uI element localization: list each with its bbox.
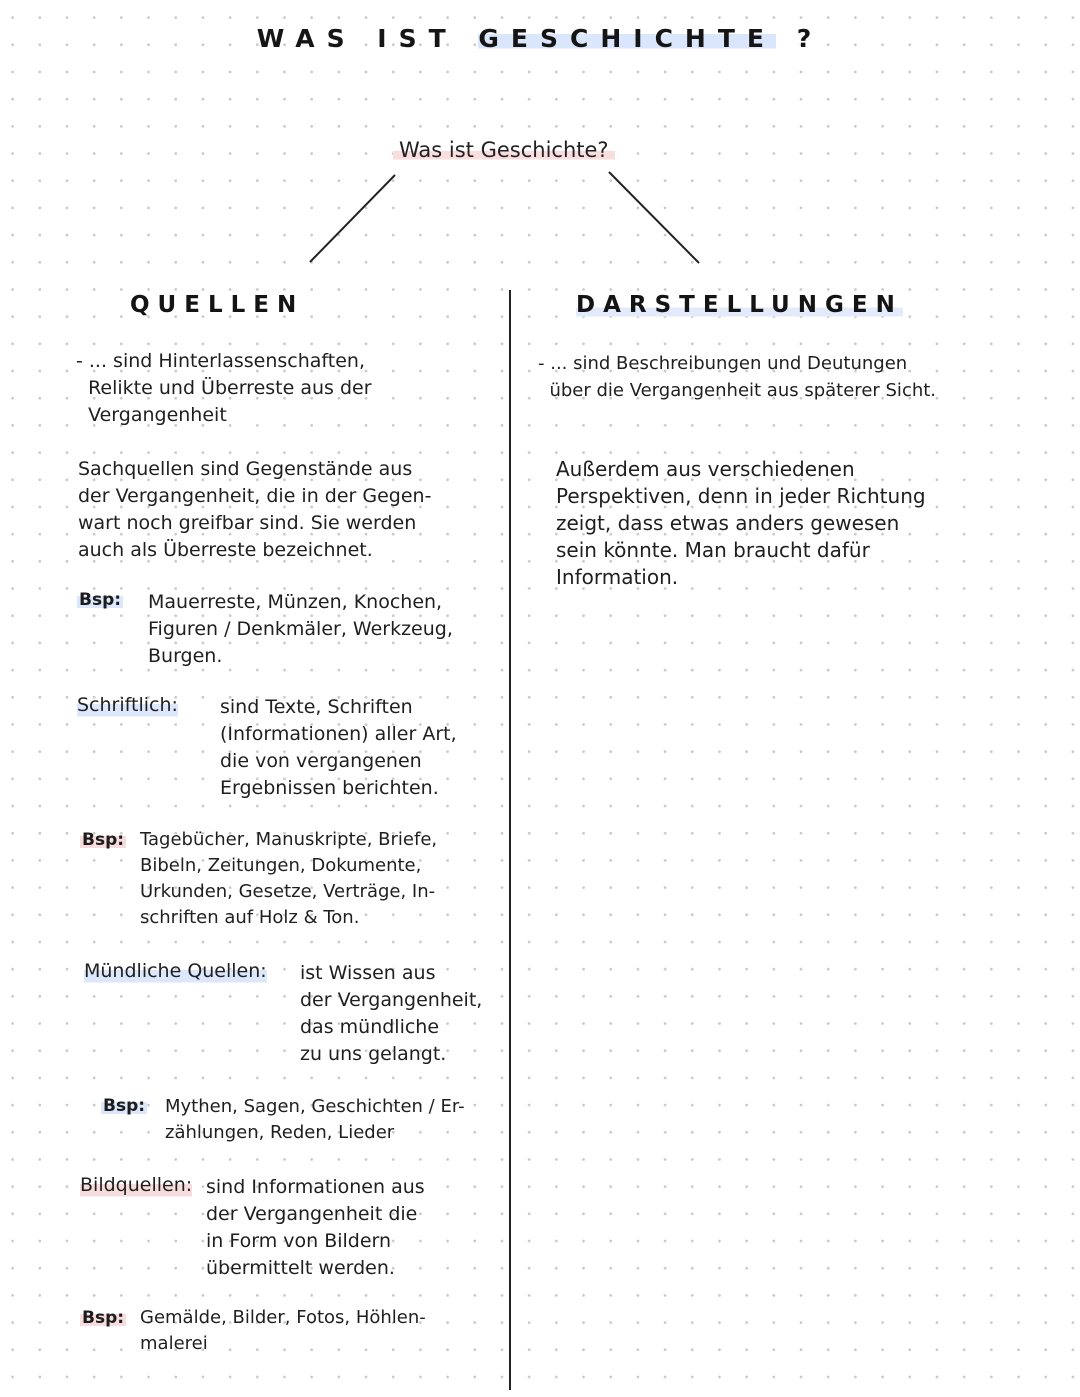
muendlich-text: ist Wissen aus der Vergangenheit, das mündliche zu uns gelangt. <box>300 962 483 1065</box>
branch-line-right <box>609 172 699 263</box>
darstellungen-intro: - ... sind Beschreibungen und Deutungen über die Vergangenheit aus späterer Sicht. <box>538 353 937 401</box>
column-divider <box>509 290 511 1390</box>
muendlich-label: Mündliche Quellen: <box>84 958 267 985</box>
title-part-1: WAS IST <box>256 24 458 53</box>
quellen-heading: QUELLEN <box>130 292 305 318</box>
muendlich-example-label: Bsp: <box>103 1096 146 1116</box>
schriftlich-text: sind Texte, Schriften (Informationen) aller Art, die von vergangenen Ergebnissen berichten. <box>220 696 457 799</box>
muendlich-examples: Mythen, Sagen, Geschichten / Er- zählungen, Reden, Lieder <box>165 1096 465 1143</box>
branch-lines <box>0 0 1080 300</box>
title-part-3: ? <box>796 24 824 53</box>
central-question: Was ist Geschichte? <box>393 138 615 162</box>
schriftlich-example-label: Bsp: <box>82 830 125 850</box>
bildquellen-examples: Gemälde, Bilder, Fotos, Höhlen- malerei <box>140 1307 426 1354</box>
bildquellen-example-label: Bsp: <box>82 1308 125 1328</box>
branch-line-left <box>310 175 395 262</box>
schriftlich-label: Schriftlich: <box>77 692 178 719</box>
darstellungen-heading: DARSTELLUNGEN <box>576 292 903 318</box>
title-part-2: GESCHICHTE <box>478 24 776 53</box>
sachquellen-examples: Mauerreste, Münzen, Knochen, Figuren / Denkmäler, Werkzeug, Burgen. <box>148 591 453 667</box>
sachquellen-text: Sachquellen sind Gegenstände aus der Vergangenheit, die in der Gegen- wart noch greifbar sind. Sie werden auch als Überreste bezeichnet. <box>78 458 432 561</box>
bildquellen-label: Bildquellen: <box>80 1172 192 1199</box>
darstellungen-text: Außerdem aus verschiedenen Perspektiven, denn in jeder Richtung zeigt, dass etwas anders gewesen sein könnte. Man braucht dafür Information. <box>556 457 926 589</box>
bildquellen-text: sind Informationen aus der Vergangenheit die in Form von Bildern übermittelt werden. <box>206 1176 425 1279</box>
sachquellen-example-label: Bsp: <box>79 590 122 610</box>
schriftlich-examples: Tagebücher, Manuskripte, Briefe, Bibeln, Zeitungen, Dokumente, Urkunden, Gesetze, Verträge, In- schriften auf Holz & Ton. <box>140 829 438 928</box>
quellen-intro: - ... sind Hinterlassenschaften, Relikte und Überreste aus der Vergangenheit <box>76 350 372 426</box>
